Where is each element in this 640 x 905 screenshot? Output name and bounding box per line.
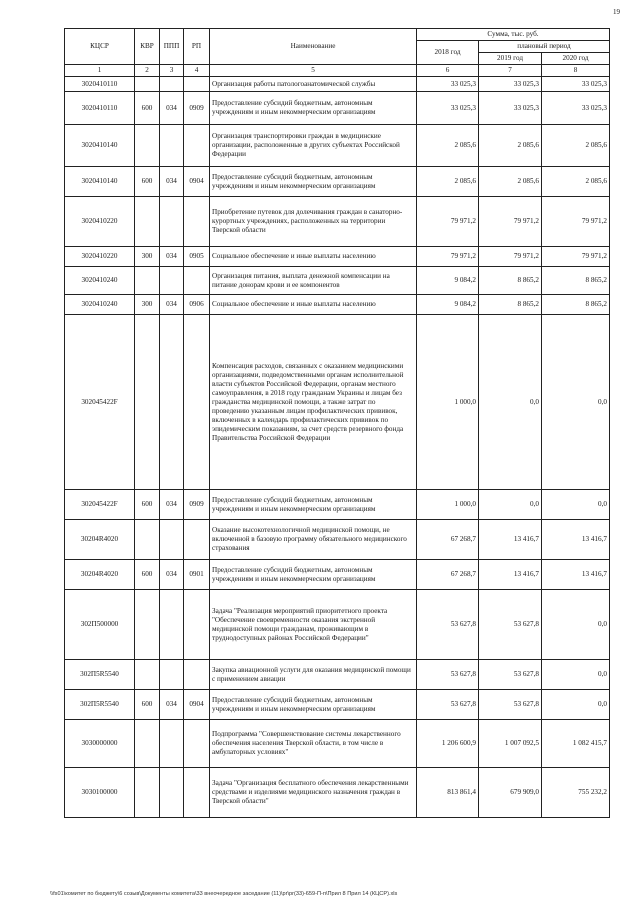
kcsr-cell: 3020410220 bbox=[65, 197, 135, 247]
name-cell: Предоставление субсидий бюджетным, автономным учреждениям и иным некоммерческим организациям bbox=[210, 167, 417, 197]
table-row bbox=[65, 590, 610, 660]
kvr-cell bbox=[135, 197, 160, 247]
amount-2019-cell: 679 909,0 bbox=[479, 768, 542, 818]
amount-2019-cell: 53 627,8 bbox=[479, 660, 542, 690]
header-rp: РП bbox=[184, 29, 210, 65]
amount-2018-cell: 79 971,2 bbox=[417, 247, 479, 267]
kvr-cell bbox=[135, 590, 160, 660]
kcsr-cell: 30204R4020 bbox=[65, 520, 135, 560]
kvr-cell: 300 bbox=[135, 295, 160, 315]
kcsr-cell: 3020410110 bbox=[65, 92, 135, 125]
amount-2020-cell: 33 025,3 bbox=[542, 77, 610, 92]
amount-2018-cell: 1 000,0 bbox=[417, 315, 479, 490]
ppp-cell bbox=[160, 197, 184, 247]
header-year-2020: 2020 год bbox=[542, 53, 610, 65]
amount-2018-cell: 9 084,2 bbox=[417, 295, 479, 315]
kcsr-cell: 302П5R5540 bbox=[65, 690, 135, 720]
rp-cell bbox=[184, 267, 210, 295]
file-path-footer: \\fs01\комитет по бюджету\6 созыв\Документы комитета\33 внеочередное заседание (11)\pr\pr(33)-659-П-п\Прил 8 Прил 14 (КЦСР).xls bbox=[50, 891, 398, 897]
amount-2019-cell: 1 007 092,5 bbox=[479, 720, 542, 768]
table-row bbox=[65, 247, 610, 267]
column-number: 8 bbox=[542, 65, 610, 77]
kvr-cell: 600 bbox=[135, 92, 160, 125]
amount-2020-cell: 79 971,2 bbox=[542, 247, 610, 267]
kcsr-cell: 3020410220 bbox=[65, 247, 135, 267]
ppp-cell: 034 bbox=[160, 295, 184, 315]
kvr-cell: 300 bbox=[135, 247, 160, 267]
amount-2020-cell: 0,0 bbox=[542, 490, 610, 520]
kvr-cell bbox=[135, 660, 160, 690]
table-row bbox=[65, 490, 610, 520]
rp-cell bbox=[184, 768, 210, 818]
amount-2020-cell: 13 416,7 bbox=[542, 520, 610, 560]
amount-2018-cell: 67 268,7 bbox=[417, 520, 479, 560]
ppp-cell: 034 bbox=[160, 490, 184, 520]
amount-2020-cell: 8 865,2 bbox=[542, 267, 610, 295]
budget-table bbox=[64, 28, 610, 818]
kcsr-cell: 3020410240 bbox=[65, 267, 135, 295]
header-year-2019: 2019 год bbox=[479, 53, 542, 65]
amount-2018-cell: 9 084,2 bbox=[417, 267, 479, 295]
amount-2020-cell: 0,0 bbox=[542, 315, 610, 490]
rp-cell: 0906 bbox=[184, 295, 210, 315]
amount-2019-cell: 79 971,2 bbox=[479, 247, 542, 267]
amount-2019-cell: 2 085,6 bbox=[479, 167, 542, 197]
amount-2020-cell: 79 971,2 bbox=[542, 197, 610, 247]
kcsr-cell: 3030000000 bbox=[65, 720, 135, 768]
amount-2018-cell: 1 206 600,9 bbox=[417, 720, 479, 768]
kcsr-cell: 302П500000 bbox=[65, 590, 135, 660]
kvr-cell: 600 bbox=[135, 490, 160, 520]
amount-2018-cell: 53 627,8 bbox=[417, 660, 479, 690]
table-row bbox=[65, 295, 610, 315]
amount-2018-cell: 79 971,2 bbox=[417, 197, 479, 247]
name-cell: Социальное обеспечение и иные выплаты населению bbox=[210, 247, 417, 267]
name-cell: Компенсация расходов, связанных с оказанием медицинскими организациями, подведомственными органам исполнительной власти субъектов Российской Федерации, органам местного самоуправления, в 2018 году гражданам Украины и лицам без гражданства медицинской помощи, а также затрат по проведению указанным лицам профилактических прививок, включенных в календарь профилактических прививок по эпидемическим показаниям, за счет средств резервного фонда Правительства Российской Федерации bbox=[210, 315, 417, 490]
table-row bbox=[65, 560, 610, 590]
amount-2020-cell: 8 865,2 bbox=[542, 295, 610, 315]
amount-2019-cell: 0,0 bbox=[479, 315, 542, 490]
rp-cell bbox=[184, 315, 210, 490]
table-row bbox=[65, 768, 610, 818]
amount-2019-cell: 13 416,7 bbox=[479, 560, 542, 590]
table-row bbox=[65, 660, 610, 690]
kcsr-cell: 3020410140 bbox=[65, 125, 135, 167]
kcsr-cell: 30204R4020 bbox=[65, 560, 135, 590]
kcsr-cell: 3030100000 bbox=[65, 768, 135, 818]
amount-2019-cell: 33 025,3 bbox=[479, 77, 542, 92]
name-cell: Оказание высокотехнологичной медицинской помощи, не включенной в базовую программу обязательного медицинского страхования bbox=[210, 520, 417, 560]
kcsr-cell: 3020410140 bbox=[65, 167, 135, 197]
ppp-cell: 034 bbox=[160, 690, 184, 720]
name-cell: Организация питания, выплата денежной компенсации на питание донорам крови и ее компонентов bbox=[210, 267, 417, 295]
name-cell: Задача "Организация бесплатного обеспечения лекарственными средствами и изделиями медицинского назначения граждан в Тверской области" bbox=[210, 768, 417, 818]
header-sum: Сумма, тыс. руб. bbox=[417, 29, 610, 41]
name-cell: Предоставление субсидий бюджетным, автономным учреждениям и иным некоммерческим организациям bbox=[210, 560, 417, 590]
amount-2019-cell: 0,0 bbox=[479, 490, 542, 520]
kvr-cell bbox=[135, 315, 160, 490]
kvr-cell bbox=[135, 267, 160, 295]
amount-2020-cell: 1 082 415,7 bbox=[542, 720, 610, 768]
ppp-cell bbox=[160, 720, 184, 768]
amount-2019-cell: 53 627,8 bbox=[479, 590, 542, 660]
column-number: 4 bbox=[184, 65, 210, 77]
kcsr-cell: 3020410240 bbox=[65, 295, 135, 315]
amount-2020-cell: 755 232,2 bbox=[542, 768, 610, 818]
name-cell: Организация работы патологоанатомической службы bbox=[210, 77, 417, 92]
table-row bbox=[65, 92, 610, 125]
rp-cell bbox=[184, 660, 210, 690]
header-plan-period: плановый период bbox=[479, 41, 610, 53]
table-row bbox=[65, 77, 610, 92]
column-number: 6 bbox=[417, 65, 479, 77]
amount-2019-cell: 79 971,2 bbox=[479, 197, 542, 247]
amount-2020-cell: 33 025,3 bbox=[542, 92, 610, 125]
column-number: 7 bbox=[479, 65, 542, 77]
rp-cell: 0909 bbox=[184, 92, 210, 125]
rp-cell bbox=[184, 77, 210, 92]
name-cell: Приобретение путевок для долечивания граждан в санаторно-курортных учреждениях, расположенных на территории Тверской области bbox=[210, 197, 417, 247]
amount-2018-cell: 2 085,6 bbox=[417, 167, 479, 197]
table-row bbox=[65, 125, 610, 167]
kvr-cell: 600 bbox=[135, 690, 160, 720]
name-cell: Закупка авиационной услуги для оказания медицинской помощи с применением авиации bbox=[210, 660, 417, 690]
name-cell: Предоставление субсидий бюджетным, автономным учреждениям и иным некоммерческим организациям bbox=[210, 490, 417, 520]
amount-2018-cell: 67 268,7 bbox=[417, 560, 479, 590]
name-cell: Организация транспортировки граждан в медицинские организации, расположенные в других субъектах Российской Федерации bbox=[210, 125, 417, 167]
table-body bbox=[65, 77, 610, 818]
amount-2020-cell: 13 416,7 bbox=[542, 560, 610, 590]
amount-2019-cell: 8 865,2 bbox=[479, 267, 542, 295]
amount-2020-cell: 0,0 bbox=[542, 660, 610, 690]
rp-cell: 0904 bbox=[184, 690, 210, 720]
table-row bbox=[65, 690, 610, 720]
header-ppp: ППП bbox=[160, 29, 184, 65]
amount-2018-cell: 33 025,3 bbox=[417, 92, 479, 125]
column-number: 3 bbox=[160, 65, 184, 77]
rp-cell: 0909 bbox=[184, 490, 210, 520]
ppp-cell bbox=[160, 590, 184, 660]
kvr-cell bbox=[135, 768, 160, 818]
amount-2018-cell: 53 627,8 bbox=[417, 590, 479, 660]
kcsr-cell: 302045422F bbox=[65, 490, 135, 520]
table-row bbox=[65, 520, 610, 560]
ppp-cell bbox=[160, 315, 184, 490]
rp-cell bbox=[184, 590, 210, 660]
rp-cell bbox=[184, 197, 210, 247]
ppp-cell bbox=[160, 267, 184, 295]
rp-cell bbox=[184, 520, 210, 560]
rp-cell bbox=[184, 125, 210, 167]
column-number-row bbox=[65, 65, 610, 77]
kcsr-cell: 3020410110 bbox=[65, 77, 135, 92]
amount-2019-cell: 2 085,6 bbox=[479, 125, 542, 167]
header-year-2018: 2018 год bbox=[417, 41, 479, 65]
name-cell: Подпрограмма "Совершенствование системы лекарственного обеспечения населения Тверской области, в том числе в амбулаторных условиях" bbox=[210, 720, 417, 768]
kvr-cell bbox=[135, 77, 160, 92]
amount-2018-cell: 33 025,3 bbox=[417, 77, 479, 92]
kvr-cell: 600 bbox=[135, 167, 160, 197]
rp-cell bbox=[184, 720, 210, 768]
kvr-cell bbox=[135, 720, 160, 768]
column-number: 1 bbox=[65, 65, 135, 77]
ppp-cell: 034 bbox=[160, 560, 184, 590]
kvr-cell: 600 bbox=[135, 560, 160, 590]
amount-2020-cell: 0,0 bbox=[542, 690, 610, 720]
ppp-cell bbox=[160, 660, 184, 690]
ppp-cell bbox=[160, 125, 184, 167]
amount-2019-cell: 13 416,7 bbox=[479, 520, 542, 560]
name-cell: Предоставление субсидий бюджетным, автономным учреждениям и иным некоммерческим организациям bbox=[210, 92, 417, 125]
amount-2020-cell: 0,0 bbox=[542, 590, 610, 660]
ppp-cell: 034 bbox=[160, 247, 184, 267]
amount-2018-cell: 53 627,8 bbox=[417, 690, 479, 720]
kvr-cell bbox=[135, 520, 160, 560]
amount-2018-cell: 813 861,4 bbox=[417, 768, 479, 818]
amount-2019-cell: 53 627,8 bbox=[479, 690, 542, 720]
header-name: Наименование bbox=[210, 29, 417, 65]
table-row bbox=[65, 267, 610, 295]
table-row bbox=[65, 197, 610, 247]
ppp-cell: 034 bbox=[160, 92, 184, 125]
rp-cell: 0901 bbox=[184, 560, 210, 590]
amount-2019-cell: 8 865,2 bbox=[479, 295, 542, 315]
table-row bbox=[65, 167, 610, 197]
ppp-cell bbox=[160, 768, 184, 818]
kcsr-cell: 302П5R5540 bbox=[65, 660, 135, 690]
table-row bbox=[65, 315, 610, 490]
column-number: 2 bbox=[135, 65, 160, 77]
amount-2018-cell: 2 085,6 bbox=[417, 125, 479, 167]
name-cell: Социальное обеспечение и иные выплаты населению bbox=[210, 295, 417, 315]
amount-2020-cell: 2 085,6 bbox=[542, 125, 610, 167]
rp-cell: 0904 bbox=[184, 167, 210, 197]
amount-2019-cell: 33 025,3 bbox=[479, 92, 542, 125]
ppp-cell: 034 bbox=[160, 167, 184, 197]
table-header bbox=[65, 29, 610, 77]
column-number: 5 bbox=[210, 65, 417, 77]
kcsr-cell: 302045422F bbox=[65, 315, 135, 490]
kvr-cell bbox=[135, 125, 160, 167]
name-cell: Задача "Реализация мероприятий приоритетного проекта "Обеспечение своевременности оказания экстренной медицинской помощи гражданам, проживающим в труднодоступных районах Российской Федерации" bbox=[210, 590, 417, 660]
header-kvr: КВР bbox=[135, 29, 160, 65]
amount-2018-cell: 1 000,0 bbox=[417, 490, 479, 520]
ppp-cell bbox=[160, 77, 184, 92]
header-kcsr: КЦСР bbox=[65, 29, 135, 65]
table-row bbox=[65, 720, 610, 768]
page-number: 19 bbox=[613, 8, 620, 16]
rp-cell: 0905 bbox=[184, 247, 210, 267]
name-cell: Предоставление субсидий бюджетным, автономным учреждениям и иным некоммерческим организациям bbox=[210, 690, 417, 720]
amount-2020-cell: 2 085,6 bbox=[542, 167, 610, 197]
ppp-cell bbox=[160, 520, 184, 560]
